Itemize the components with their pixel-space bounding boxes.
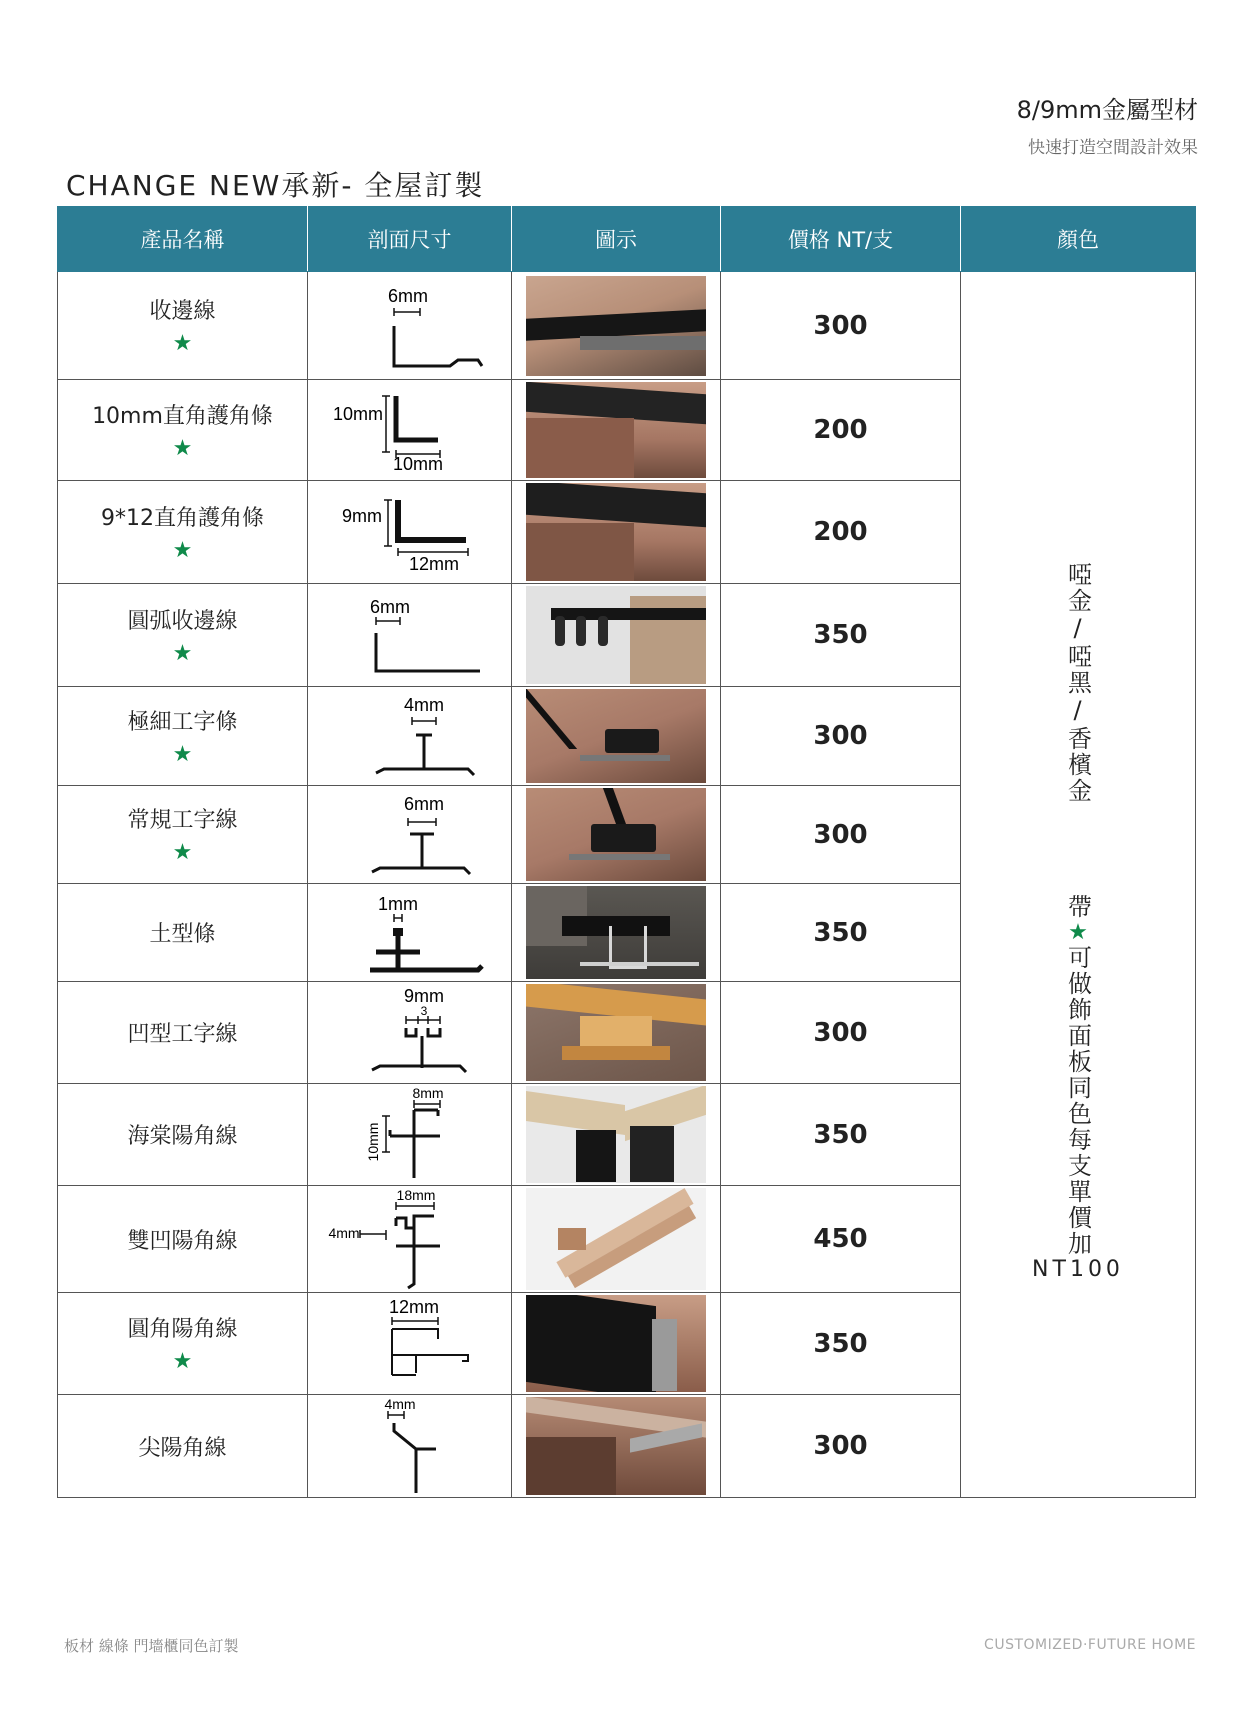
star-icon: ★ — [172, 1349, 193, 1374]
col-header-section: 剖面尺寸 — [308, 207, 512, 272]
product-name: 常規工字線 ★ — [58, 786, 308, 884]
section-diagram — [308, 481, 512, 584]
col-header-name: 產品名稱 — [58, 207, 308, 272]
price-value: 350 — [721, 584, 961, 687]
product-table — [57, 206, 1196, 1498]
svg-text:4mm: 4mm — [383, 1397, 416, 1412]
color-column — [961, 272, 1196, 1498]
section-diagram — [308, 1395, 512, 1498]
price-value: 350 — [721, 884, 961, 982]
footer-right-text: CUSTOMIZED·FUTURE HOME — [984, 1637, 1196, 1653]
section-diagram — [308, 584, 512, 687]
product-photo — [512, 1395, 721, 1498]
svg-text:12mm: 12mm — [388, 1296, 439, 1317]
product-name: 土型條 — [58, 884, 308, 982]
svg-text:1mm: 1mm — [377, 893, 418, 914]
product-name: 海棠陽角線 — [58, 1084, 308, 1186]
col-header-image: 圖示 — [512, 207, 721, 272]
svg-text:9mm: 9mm — [341, 506, 382, 526]
price-value: 200 — [721, 481, 961, 584]
section-diagram — [308, 786, 512, 884]
section-diagram — [308, 380, 512, 481]
price-value: 350 — [721, 1293, 961, 1395]
product-photo — [512, 982, 721, 1084]
product-photo — [512, 1293, 721, 1395]
brand-title: CHANGE NEW承新- 全屋訂製 — [66, 169, 485, 202]
page-title: 8/9mm金屬型材 — [1016, 96, 1198, 124]
star-icon: ★ — [172, 537, 193, 563]
star-icon: ★ — [1068, 920, 1088, 945]
note-price: NT100 — [1032, 1257, 1124, 1282]
dim-label: 6mm — [387, 285, 428, 306]
header-block — [1017, 96, 1198, 158]
product-name: 圓角陽角線 ★ — [58, 1293, 308, 1395]
col-header-price: 價格 NT/支 — [721, 207, 961, 272]
svg-text:10mm: 10mm — [332, 404, 383, 424]
section-diagram — [308, 272, 512, 380]
svg-text:8mm: 8mm — [411, 1085, 444, 1101]
price-value: 300 — [721, 687, 961, 786]
svg-text:3: 3 — [420, 1003, 427, 1018]
product-name: 收邊線 ★ — [58, 272, 308, 380]
product-photo — [512, 584, 721, 687]
product-photo — [512, 380, 721, 481]
product-name: 9*12直角護角條 ★ — [58, 481, 308, 584]
section-diagram — [308, 1293, 512, 1395]
star-icon: ★ — [172, 331, 193, 356]
col-header-color: 顏色 — [961, 207, 1196, 272]
svg-text:6mm: 6mm — [403, 793, 444, 814]
price-value: 200 — [721, 380, 961, 481]
product-name: 10mm直角護角條 ★ — [58, 380, 308, 481]
star-icon: ★ — [172, 741, 193, 767]
price-value: 300 — [721, 982, 961, 1084]
svg-text:10mm: 10mm — [392, 454, 443, 474]
product-photo — [512, 272, 721, 380]
product-photo — [512, 1186, 721, 1293]
table-row — [58, 272, 1196, 380]
section-diagram — [308, 687, 512, 786]
price-value: 350 — [721, 1084, 961, 1186]
star-icon: ★ — [172, 840, 193, 865]
note-prefix: 帶 — [1063, 894, 1092, 920]
svg-text:6mm: 6mm — [369, 597, 410, 617]
product-photo — [512, 481, 721, 584]
section-diagram — [308, 1186, 512, 1293]
svg-text:10mm: 10mm — [364, 1122, 381, 1161]
product-name: 雙凹陽角線 — [58, 1186, 308, 1293]
star-icon: ★ — [172, 640, 193, 666]
color-options: 啞金/啞黑/香檳金 — [1063, 562, 1092, 804]
product-photo — [512, 786, 721, 884]
svg-text:4mm: 4mm — [403, 695, 444, 715]
product-name: 圓弧收邊線 ★ — [58, 584, 308, 687]
product-photo — [512, 884, 721, 982]
svg-text:12mm: 12mm — [408, 554, 459, 574]
section-diagram — [308, 884, 512, 982]
star-icon: ★ — [172, 435, 193, 461]
price-value: 450 — [721, 1186, 961, 1293]
product-name: 凹型工字線 — [58, 982, 308, 1084]
price-value: 300 — [721, 786, 961, 884]
page-subtitle: 快速打造空間設計效果 — [1028, 138, 1198, 158]
table-header-row — [58, 207, 1196, 272]
product-photo — [512, 1084, 721, 1186]
section-diagram — [308, 982, 512, 1084]
product-name: 尖陽角線 — [58, 1395, 308, 1498]
footer-left-text: 板材 線條 門墻櫃同色訂製 — [64, 1637, 239, 1655]
price-value: 300 — [721, 1395, 961, 1498]
price-value: 300 — [721, 272, 961, 380]
product-name: 極細工字條 ★ — [58, 687, 308, 786]
section-diagram — [308, 1084, 512, 1186]
svg-text:18mm: 18mm — [396, 1188, 435, 1203]
note-text: 可做飾面板同色每支單價加 — [1063, 945, 1092, 1257]
product-photo — [512, 687, 721, 786]
svg-text:9mm: 9mm — [403, 985, 444, 1006]
svg-text:4mm: 4mm — [327, 1225, 360, 1241]
